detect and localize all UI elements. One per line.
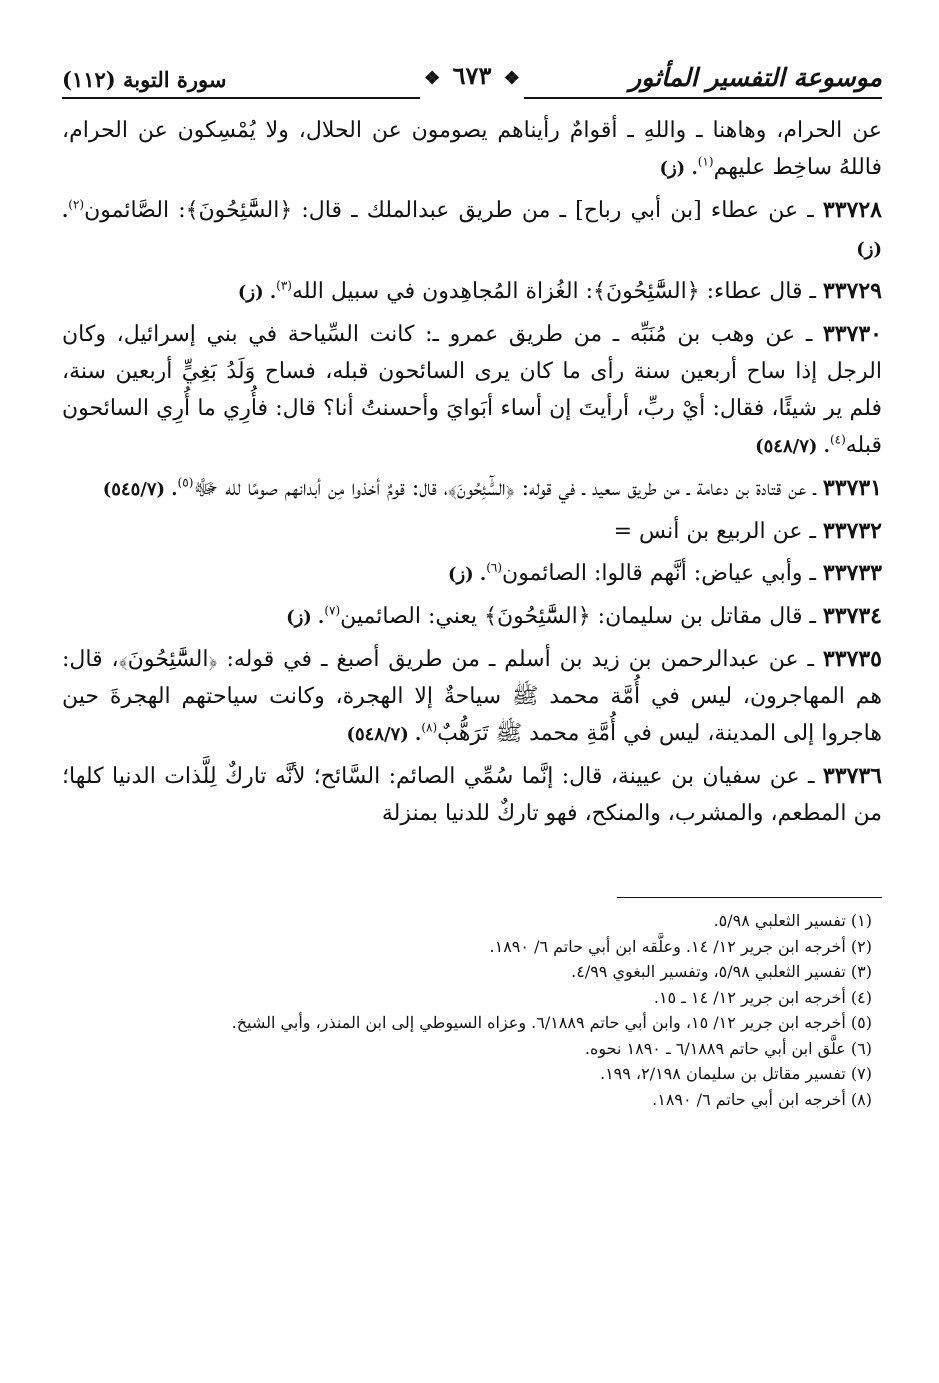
header-rule-left	[62, 97, 420, 99]
footnote-marker: (١)	[697, 154, 714, 169]
book-title: موسوعة التفسير المأثور	[629, 63, 882, 92]
source-ref: . (ز)	[659, 158, 698, 179]
paragraph-text: عن الحرام، وهاهنا ـ واللهِ ـ أقوامٌ رأيناهم يصومون عن الحلال، ولا يُمْسِكون عن الحرام، فاللهُ ساخِط عليهم	[62, 118, 882, 180]
paragraph-text: ـ عن الربيع بن أنس =	[613, 519, 823, 544]
athar-number: ٣٣٧٣٣	[822, 560, 882, 586]
paragraph	[62, 273, 882, 311]
paragraph	[62, 758, 882, 832]
athar-number: ٣٣٧٢٩	[822, 278, 882, 304]
surah-title: سورة التوبة (١١٢)	[62, 67, 227, 92]
header-rule	[62, 94, 882, 102]
paragraph-text: ـ عن عبدالرحمن بن زيد بن أسلم ـ من طريق أصبغ ـ في قوله: ﴿السَّٰٓئِحُونَ﴾، قال: هم المهاجرون، ليس في أُمَّة محمد ﷺ سياحةٌ إلا الهجرة، وكانت سياحتهم الهجرةَ حين هاجروا إلى المدينة، ليس في أُمَّةِ محمد ﷺ تَرَهُّبٌ	[62, 647, 882, 746]
source-ref: . (ز)	[447, 564, 487, 585]
paragraph	[62, 513, 882, 550]
page-number: ٦٧٣	[452, 61, 492, 90]
paragraph	[62, 316, 882, 465]
main-text	[62, 112, 882, 832]
source-ref: . (٥٤٥/٧)	[102, 479, 178, 500]
footnotes	[62, 908, 882, 1112]
footnote: (٢) أخرجه ابن جرير ١٢/ ١٤. وعلَّقه ابن أبي حاتم ٦/ ١٨٩٠.	[489, 936, 872, 956]
paragraph-text: ـ قال عطاء: ﴿السَّٰٓئِحُونَ﴾: الغُزاة المُجاهِدون في سبيل الله	[291, 279, 823, 304]
footnote: (٧) تفسير مقاتل بن سليمان ٢/١٩٨، ١٩٩.	[599, 1064, 872, 1083]
paragraph	[62, 555, 882, 593]
header-rule-right	[524, 97, 882, 99]
footnote-marker: (٣)	[276, 278, 292, 293]
footnote-marker: (٥)	[177, 475, 194, 490]
book-page	[62, 40, 882, 1112]
ornament-icon: ❖	[503, 68, 520, 89]
athar-number: ٣٣٧٣١	[822, 475, 882, 501]
paragraph	[62, 192, 882, 268]
page-number-block	[62, 61, 882, 90]
athar-number: ٣٣٧٣٠	[822, 321, 882, 347]
footnote: (٥) أخرجه ابن جرير ١٢/ ١٥، وابن أبي حاتم ٦/١٨٨٩. وعزاه السيوطي إلى ابن المنذر، وأبي الشيخ.	[231, 1013, 872, 1032]
source-ref: . (٥٤٨/٧)	[755, 436, 830, 457]
paragraph-text: ـ وأبي عياض: أنَّهم قالوا: الصائمون	[502, 561, 823, 586]
paragraph	[62, 641, 882, 753]
footnote: (٣) تفسير الثعلبي ٥/٩٨، وتفسير البغوي ٤/٩٩.	[571, 962, 872, 981]
paragraph	[62, 598, 882, 636]
source-ref: . (٥٤٨/٧)	[346, 724, 422, 745]
footnote: (٤) أخرجه ابن جرير ١٢/ ١٤ ـ ١٥.	[653, 987, 872, 1007]
footnote-marker: (٧)	[324, 603, 341, 618]
footnote: (١) تفسير الثعلبي ٥/٩٨.	[713, 911, 872, 930]
footnote-separator	[617, 897, 882, 898]
footnote-marker: (٤)	[829, 432, 846, 447]
athar-number: ٣٣٧٣٤	[822, 603, 882, 629]
athar-number: ٣٣٧٣٥	[822, 646, 882, 672]
athar-number: ٣٣٧٣٦	[822, 763, 882, 789]
ornament-icon: ❖	[424, 68, 441, 89]
paragraph-text: ـ عن وهب بن مُنَبِّه ـ من طريق عمرو ـ: كانت السِّياحة في بني إسرائيل، وكان الرجل إذا ساح أربعين سنة رأى ما كان يرى السائحون قبله، فساح وَلَدُ بَغِيٍّ أربعين سنة، فلم ير شيئًا، فقال: أيْ ربِّ، أرأيتَ إن أساء أبَوايَ وأحسنتُ أنا؟ قال: فأُرِي ما أُرِي السائحون قبله	[62, 322, 882, 458]
footnote-marker: (٨)	[421, 720, 438, 735]
running-header	[62, 40, 882, 92]
source-ref: . (ز)	[62, 201, 882, 260]
footnote-marker: (٢)	[68, 197, 85, 212]
paragraph-text: ـ عن سفيان بن عيينة، قال: إنَّما سُمِّي الصائم: السَّائح؛ لأنَّه تاركٌ لِلَّذات الدنيا كلها؛ من المطعم، والمشرب، والمنكح، فهو تاركٌ للدنيا بمنزلة	[62, 764, 882, 826]
paragraph-text: ـ عن عطاء [بن أبي رباح] ـ من طريق عبدالملك ـ قال: ﴿السَّٰٓئِحُونَ﴾: الصَّائمون	[84, 198, 823, 223]
source-ref: . (ز)	[237, 282, 277, 303]
paragraph-text: ـ قال مقاتل بن سليمان: ﴿السَّٰٓئِحُونَ﴾ يعني: الصائمين	[340, 604, 823, 629]
athar-number: ٣٣٧٣٢	[822, 518, 882, 544]
paragraph	[62, 470, 882, 508]
footnote: (٦) علَّق ابن أبي حاتم ٦/١٨٨٩ ـ ١٨٩٠ نحوه.	[584, 1038, 872, 1058]
paragraph	[62, 112, 882, 187]
athar-number: ٣٣٧٢٨	[822, 197, 882, 223]
paragraph-text: ـ عن قتادة بن دعامة ـ من طريق سعيد ـ في قوله: ﴿السَّٰٓئِحُونَ﴾، قال: قومٌ أخذوا مِن أبدانهم صومًا لله ﷻ	[193, 476, 823, 501]
source-ref: . (ز)	[286, 607, 325, 628]
footnote-marker: (٦)	[486, 560, 503, 575]
footnote: (٨) أخرجه ابن أبي حاتم ٦/ ١٨٩٠.	[652, 1089, 872, 1109]
